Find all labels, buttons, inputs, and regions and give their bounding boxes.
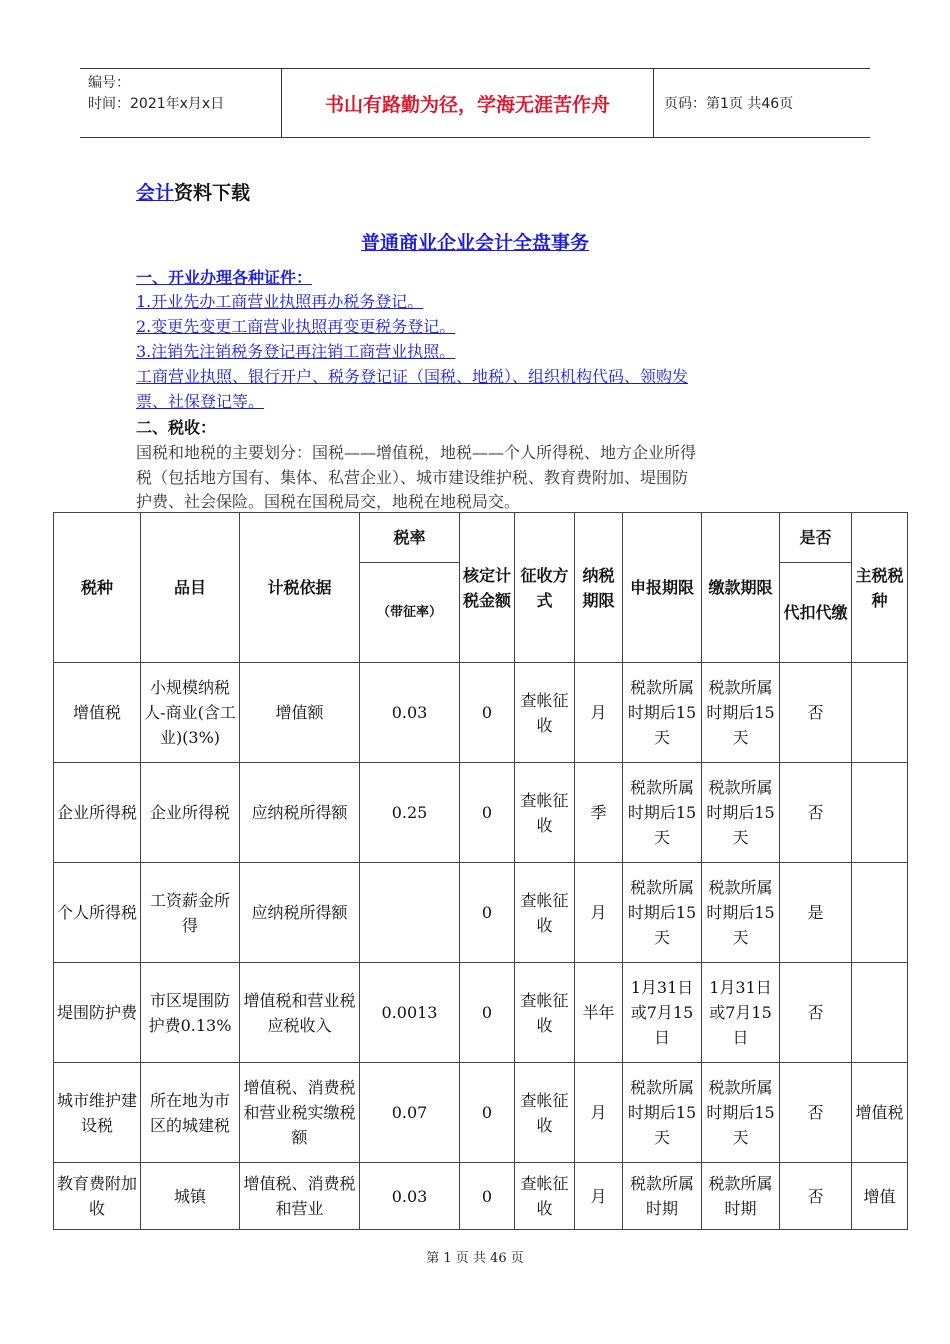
header-time: 时间：2021年x月x日 (88, 96, 225, 112)
cell-item: 工资薪金所得 (141, 863, 240, 963)
cell-main-tax (852, 663, 908, 763)
cell-period: 月 (575, 1063, 623, 1163)
heading-rest: 资料下载 (174, 182, 251, 204)
cell-tax-type: 教育费附加收 (54, 1163, 141, 1230)
header-tax-type: 税种 (54, 513, 141, 663)
cell-rate (360, 863, 460, 963)
cell-declare: 税款所属时期后15天 (623, 763, 702, 863)
cell-method: 查帐征收 (515, 1163, 575, 1230)
header-number: 编号： (88, 75, 130, 91)
cell-main-tax (852, 963, 908, 1063)
doc-title[interactable]: 普通商业企业会计全盘事务 (360, 232, 589, 254)
header-payment: 缴款期限 (702, 513, 780, 663)
cell-withhold: 是 (780, 863, 852, 963)
cell-declare: 税款所属时期后15天 (623, 663, 702, 763)
cell-payment: 税款所属时期后15天 (702, 763, 780, 863)
cell-method: 查帐征收 (515, 863, 575, 963)
cell-main-tax: 增值税 (852, 1063, 908, 1163)
header-declare: 申报期限 (623, 513, 702, 663)
cell-fixed-amount: 0 (460, 963, 515, 1063)
cell-period: 月 (575, 663, 623, 763)
cell-basis: 应纳税所得额 (240, 763, 360, 863)
cell-basis: 增值额 (240, 663, 360, 763)
table-row (54, 963, 908, 1063)
header-motto: 书山有路勤为径，学海无涯苦作舟 (282, 69, 654, 137)
cell-withhold: 否 (780, 1163, 852, 1230)
cell-fixed-amount: 0 (460, 663, 515, 763)
page-footer: 第 1 页 共 46 页 (426, 1251, 524, 1266)
cell-period: 月 (575, 863, 623, 963)
section1-heading[interactable]: 一、开业办理各种证件： (136, 268, 313, 287)
cell-basis: 增值税、消费税和营业 (240, 1163, 360, 1230)
cell-fixed-amount: 0 (460, 1063, 515, 1163)
cell-main-tax (852, 763, 908, 863)
section1-item[interactable]: 1.开业先办工商营业执照再办税务登记。 (136, 292, 424, 311)
cell-withhold: 否 (780, 1063, 852, 1163)
cell-method: 查帐征收 (515, 763, 575, 863)
cell-method: 查帐征收 (515, 963, 575, 1063)
cell-basis: 增值税和营业税应税收入 (240, 963, 360, 1063)
section1-summary-line[interactable]: 票、社保登记等。 (136, 392, 265, 411)
cell-tax-type: 企业所得税 (54, 763, 141, 863)
table-row (54, 1163, 908, 1230)
cell-payment: 税款所属时期后15天 (702, 863, 780, 963)
cell-tax-type: 堤围防护费 (54, 963, 141, 1063)
section1-item[interactable]: 2.变更先变更工商营业执照再变更税务登记。 (136, 317, 456, 336)
cell-rate: 0.25 (360, 763, 460, 863)
header-method: 征收方式 (515, 513, 575, 663)
cell-basis: 增值税、消费税和营业税实缴税额 (240, 1063, 360, 1163)
cell-period: 季 (575, 763, 623, 863)
header-withhold-bottom: 代扣代缴 (780, 563, 852, 663)
cell-period: 月 (575, 1163, 623, 1230)
cell-method: 查帐征收 (515, 663, 575, 763)
page-header (80, 68, 870, 138)
cell-method: 查帐征收 (515, 1063, 575, 1163)
accounting-link[interactable]: 会计 (136, 182, 175, 204)
table-row (54, 863, 908, 963)
cell-withhold: 否 (780, 763, 852, 863)
cell-rate: 0.07 (360, 1063, 460, 1163)
header-main-tax: 主税税种 (852, 513, 908, 663)
tax-table (53, 512, 908, 1230)
cell-declare: 税款所属时期 (623, 1163, 702, 1230)
header-page-info: 页码：第1页 共46页 (664, 96, 794, 112)
table-row (54, 663, 908, 763)
cell-item: 城镇 (141, 1163, 240, 1230)
cell-payment: 税款所属时期后15天 (702, 1063, 780, 1163)
cell-tax-type: 城市维护建设税 (54, 1063, 141, 1163)
table-row (54, 1063, 908, 1163)
cell-payment: 税款所属时期 (702, 1163, 780, 1230)
cell-payment: 税款所属时期后15天 (702, 663, 780, 763)
section1-item[interactable]: 3.注销先注销税务登记再注销工商营业执照。 (136, 342, 456, 361)
cell-main-tax: 增值 (852, 1163, 908, 1230)
cell-main-tax (852, 863, 908, 963)
header-basis: 计税依据 (240, 513, 360, 663)
cell-payment: 1月31日或7月15日 (702, 963, 780, 1063)
cell-rate: 0.0013 (360, 963, 460, 1063)
cell-rate: 0.03 (360, 1163, 460, 1230)
cell-withhold: 否 (780, 963, 852, 1063)
cell-item: 小规模纳税人-商业(含工业)(3%) (141, 663, 240, 763)
header-period: 纳税期限 (575, 513, 623, 663)
cell-withhold: 否 (780, 663, 852, 763)
cell-declare: 1月31日或7月15日 (623, 963, 702, 1063)
cell-fixed-amount: 0 (460, 863, 515, 963)
section2-paragraph-line: 护费、社会保险。国税在国税局交，地税在地税局交。 (136, 492, 521, 511)
header-meta (80, 69, 282, 137)
cell-item: 所在地为市区的城建税 (141, 1063, 240, 1163)
cell-period: 半年 (575, 963, 623, 1063)
cell-item: 市区堤围防护费0.13% (141, 963, 240, 1063)
header-withhold-top: 是否 (780, 513, 852, 563)
section2-paragraph-line: 国税和地税的主要划分：国税——增值税，地税——个人所得税、地方企业所得 (136, 443, 697, 462)
header-item: 品目 (141, 513, 240, 663)
section2-paragraph-line: 税（包括地方国有、集体、私营企业）、城市建设维护税、教育费附加、堤围防 (136, 468, 689, 487)
doc-heading (136, 178, 250, 205)
header-rate-sub: （带征率） (360, 563, 460, 663)
cell-item: 企业所得税 (141, 763, 240, 863)
cell-rate: 0.03 (360, 663, 460, 763)
cell-basis: 应纳税所得额 (240, 863, 360, 963)
cell-declare: 税款所属时期后15天 (623, 863, 702, 963)
header-fixed-amount: 核定计税金额 (460, 513, 515, 663)
section2-heading: 二、税收： (136, 418, 217, 437)
cell-fixed-amount: 0 (460, 1163, 515, 1230)
header-rate: 税率 (360, 513, 460, 563)
cell-fixed-amount: 0 (460, 763, 515, 863)
cell-tax-type: 个人所得税 (54, 863, 141, 963)
table-row (54, 763, 908, 863)
section1-summary-line[interactable]: 工商营业执照、银行开户、税务登记证（国税、地税）、组织机构代码、领购发 (136, 367, 689, 386)
cell-declare: 税款所属时期后15天 (623, 1063, 702, 1163)
cell-tax-type: 增值税 (54, 663, 141, 763)
